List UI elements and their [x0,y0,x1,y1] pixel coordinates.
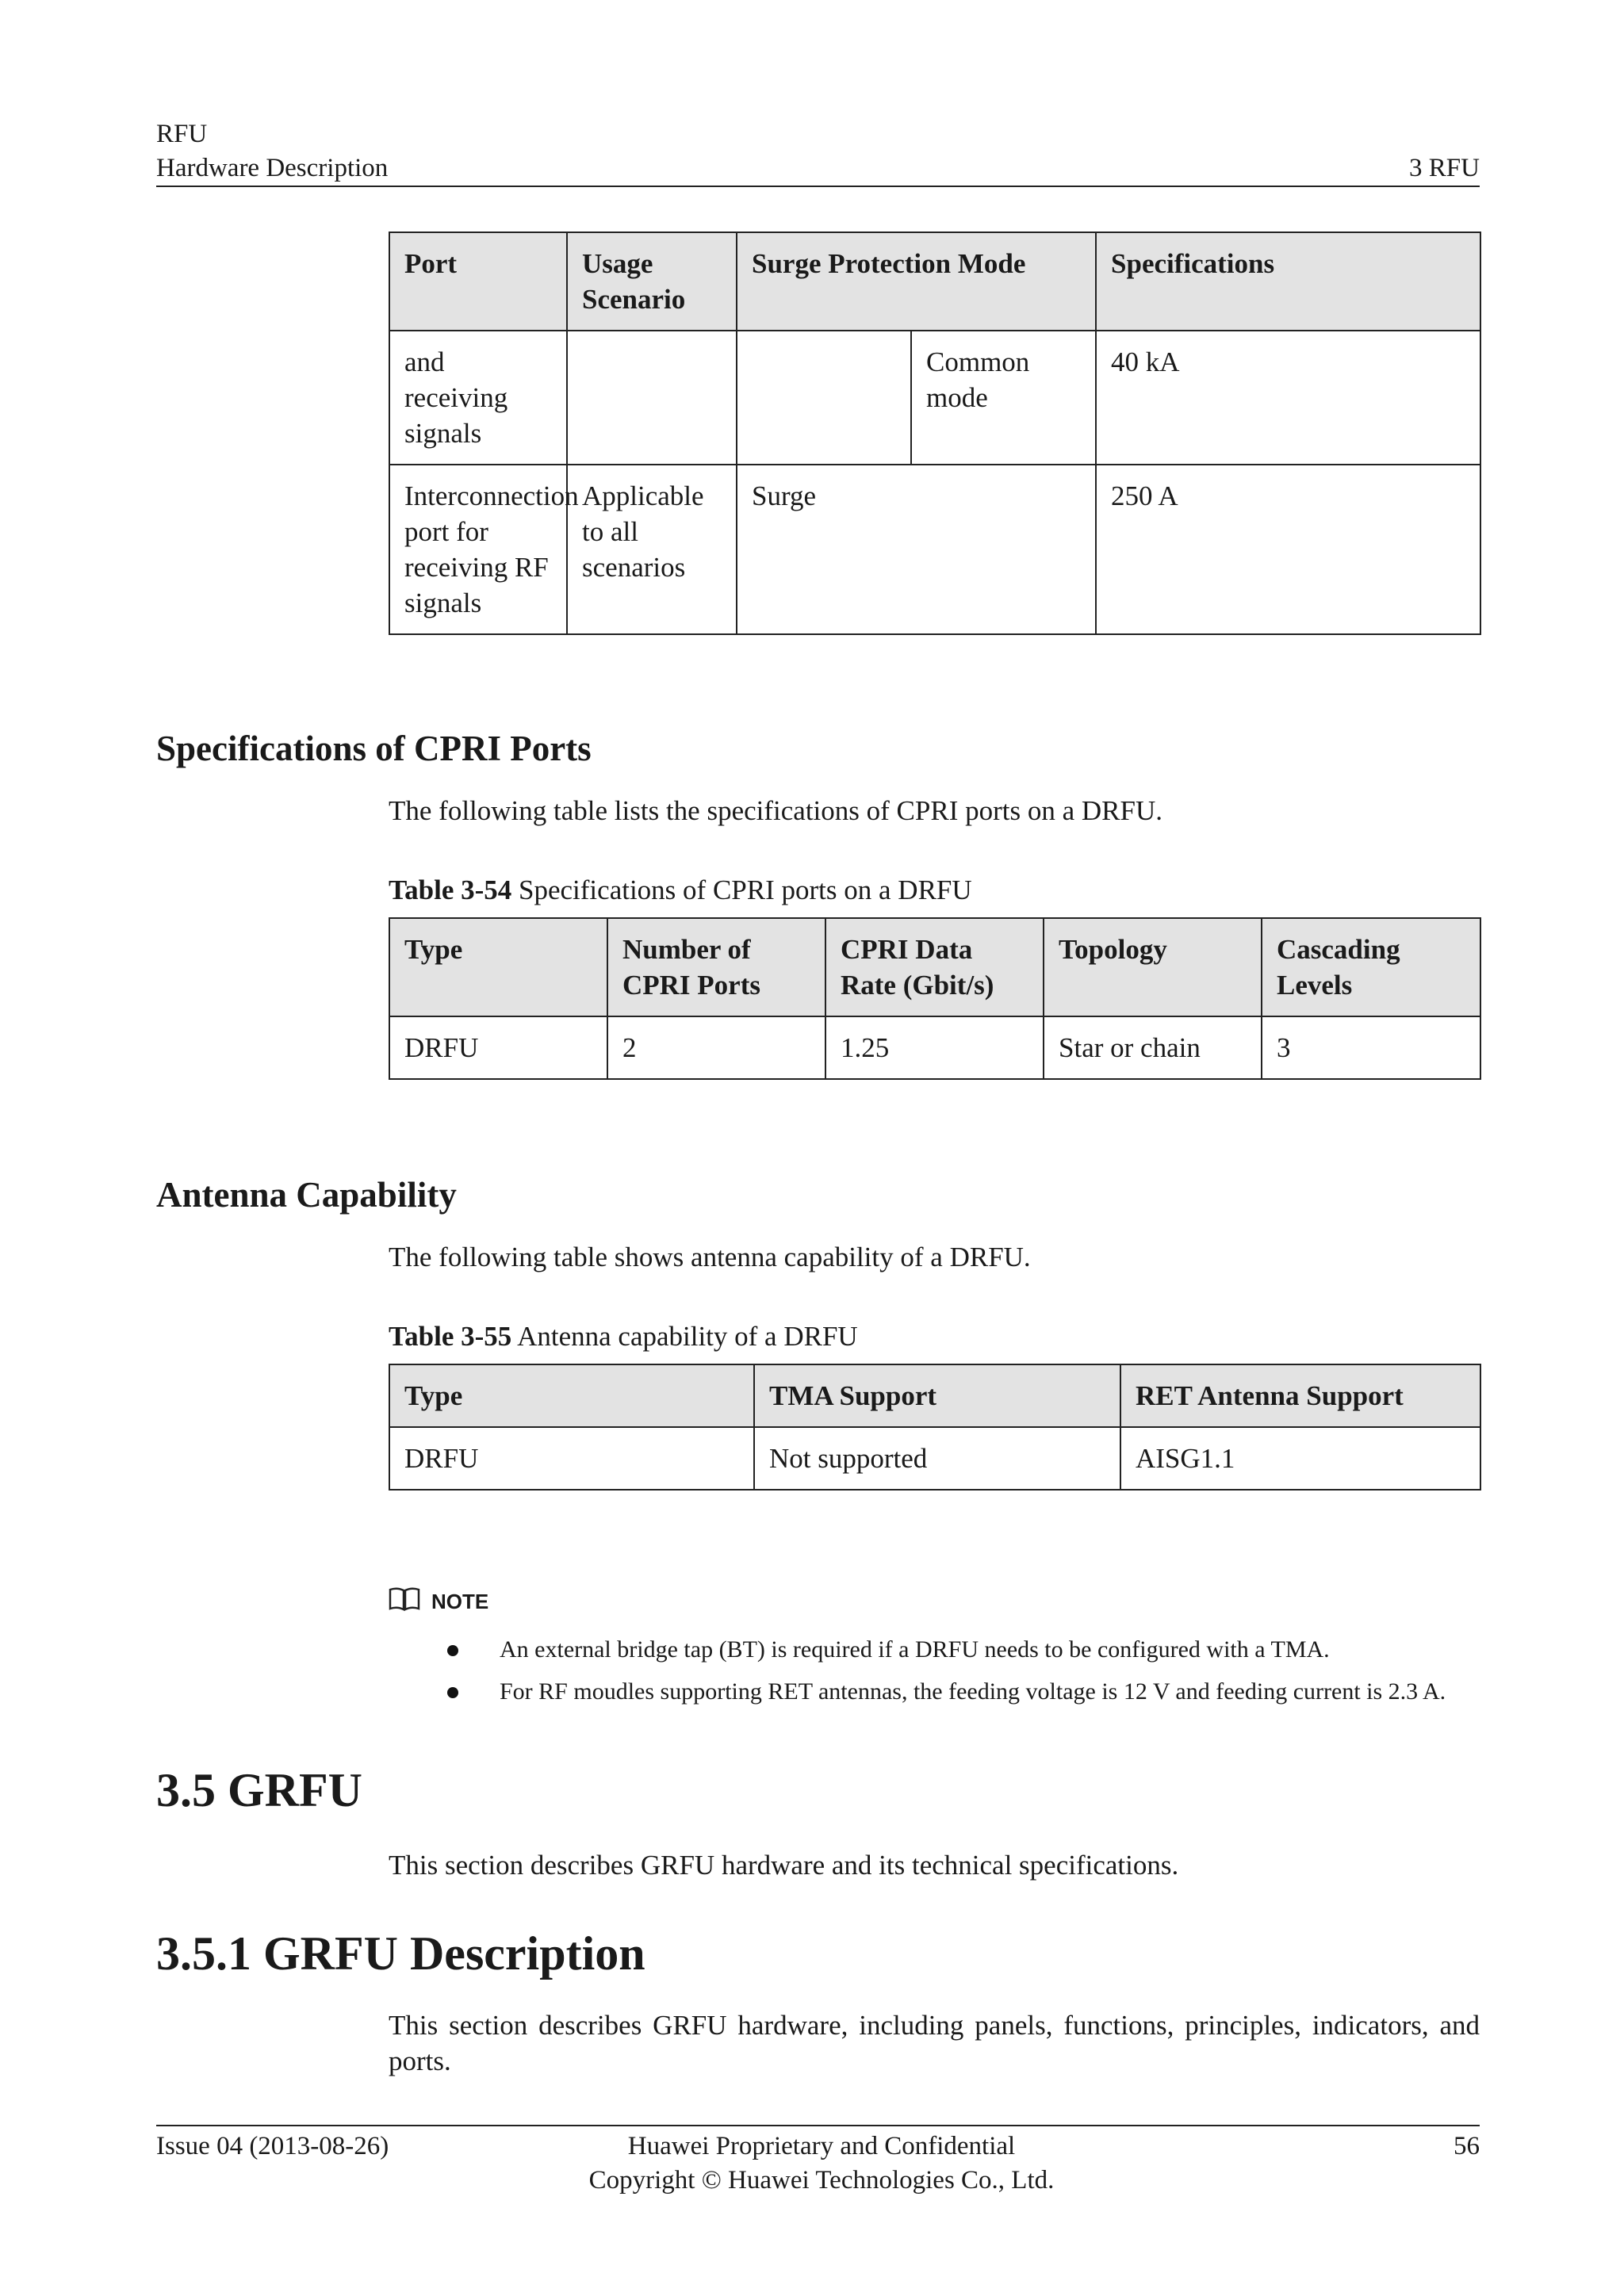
note-book-icon [389,1586,420,1613]
note-item: An external bridge tap (BT) is required if a DRFU needs to be configured with a TMA. [500,1636,1330,1663]
footer-confidential: Huawei Proprietary and Confidential [627,2132,1016,2160]
cell-mode-a [737,331,911,465]
table-header-row [389,232,1480,331]
cell-type: DRFU [389,1427,754,1490]
col-header-topology: Topology [1044,918,1262,1016]
cell-spec: 40 kA [1096,331,1480,465]
col-header-port: Port [389,232,567,331]
antenna-capability-table [389,1364,1481,1490]
col-header-tma-support: TMA Support [754,1364,1120,1427]
note-item: For RF moudles supporting RET antennas, the feeding voltage is 12 V and feeding current is 2.3 A. [500,1678,1446,1705]
caption-text: Specifications of CPRI ports on a DRFU [511,874,972,905]
footer-page-number: 56 [1454,2132,1480,2160]
col-header-cascading-levels: Cascading Levels [1262,918,1480,1016]
cell-tma-support: Not supported [754,1427,1120,1490]
col-header-cpri-data-rate: CPRI Data Rate (Gbit/s) [825,918,1044,1016]
cell-usage [567,331,737,465]
table-header-row [389,1364,1480,1427]
table-row [389,465,1480,634]
cell-port: and receiving signals [389,331,567,465]
cell-ret-support: AISG1.1 [1120,1427,1480,1490]
col-header-ret-antenna-support: RET Antenna Support [1120,1364,1480,1427]
note-label: NOTE [431,1590,489,1613]
cell-type: DRFU [389,1016,607,1079]
table-row [389,1016,1480,1079]
footer-copyright: Copyright © Huawei Technologies Co., Ltd. [588,2166,1055,2195]
section-heading-cpri: Specifications of CPRI Ports [156,729,592,768]
col-header-specifications: Specifications [1096,232,1480,331]
table-row [389,1427,1480,1490]
cpri-ports-table [389,917,1481,1080]
section-heading-grfu: 3.5 GRFU [156,1764,362,1816]
cell-mode: Surge [737,465,1096,634]
header-product: RFU [156,120,208,148]
header-rule [156,186,1480,187]
col-header-usage-scenario: Usage Scenario [567,232,737,331]
section-heading-grfu-description: 3.5.1 GRFU Description [156,1927,645,1980]
table-caption-3-54 [389,872,972,908]
cell-mode-b: Common mode [911,331,1096,465]
col-header-number-of-cpri-ports: Number of CPRI Ports [607,918,825,1016]
footer-issue: Issue 04 (2013-08-26) [156,2132,389,2160]
caption-number: Table 3-55 [389,1321,512,1352]
caption-number: Table 3-54 [389,874,512,905]
bullet-icon [447,1687,458,1698]
cell-data-rate: 1.25 [825,1016,1044,1079]
cell-usage: Applicable to all scenarios [567,465,737,634]
grfu-intro: This section describes GRFU hardware and its technical specifications. [389,1850,1179,1881]
col-header-type: Type [389,1364,754,1427]
header-doc-title: Hardware Description [156,154,389,182]
antenna-intro: The following table shows antenna capability of a DRFU. [389,1242,1031,1272]
section-heading-antenna: Antenna Capability [156,1175,457,1215]
table-row [389,331,1480,465]
caption-text: Antenna capability of a DRFU [511,1321,858,1352]
cell-cascading-levels: 3 [1262,1016,1480,1079]
cpri-intro: The following table lists the specifications of CPRI ports on a DRFU. [389,795,1163,826]
cell-spec: 250 A [1096,465,1480,634]
cell-port: Interconnection port for receiving RF signals [389,465,567,634]
cell-number-of-ports: 2 [607,1016,825,1079]
cell-topology: Star or chain [1044,1016,1262,1079]
grfu-description-intro: This section describes GRFU hardware, including panels, functions, principles, indicators, and ports. [389,2010,1480,2076]
col-header-surge-protection-mode: Surge Protection Mode [737,232,1096,331]
bullet-icon [447,1645,458,1656]
header-chapter: 3 RFU [1409,154,1480,182]
table-caption-3-55 [389,1318,858,1354]
surge-protection-table [389,232,1481,635]
table-header-row [389,918,1480,1016]
col-header-type: Type [389,918,607,1016]
footer-rule [156,2125,1480,2126]
